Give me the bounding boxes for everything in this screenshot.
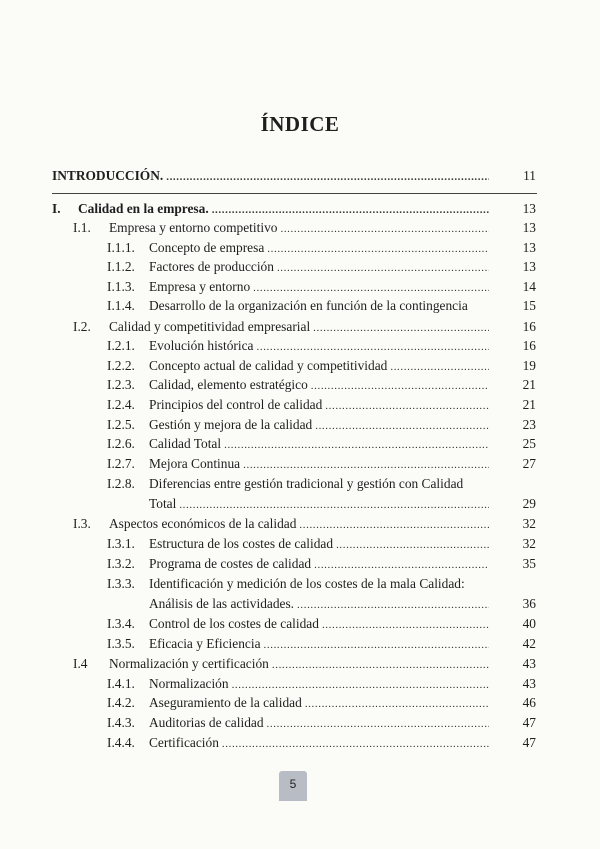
- toc-number: I.3.2.: [107, 556, 135, 571]
- toc-row: [0, 634, 600, 654]
- dot-leader: [277, 257, 489, 278]
- toc-entry-title: Identificación y medición de los costes de la mala Calidad:: [149, 576, 465, 591]
- toc-row: [0, 199, 600, 219]
- toc-page-number: 23: [522, 417, 536, 432]
- dot-leader: [299, 514, 489, 535]
- toc-entry: [149, 713, 489, 734]
- toc-entry-title: Control de los costes de calidad: [149, 616, 319, 631]
- toc-page-number: 29: [522, 496, 536, 511]
- toc-entry-title: Calidad Total: [149, 436, 222, 451]
- toc-row: [0, 534, 600, 554]
- toc-entry-title: Concepto actual de calidad y competitividad: [149, 358, 388, 373]
- toc-row: [0, 713, 600, 733]
- toc-entry-title: Principios del control de calidad: [149, 397, 323, 412]
- toc-entry: [149, 474, 489, 494]
- toc-row: [0, 375, 600, 395]
- toc-entry: [149, 395, 489, 416]
- toc-entry-title: Gestión y mejora de la calidad: [149, 417, 313, 432]
- toc-entry-title: Certificación: [149, 735, 219, 750]
- toc-number: I.1.4.: [107, 298, 135, 313]
- toc-row: [0, 395, 600, 415]
- toc-entry: [149, 494, 489, 515]
- toc-entry-title: Auditorias de calidad: [149, 715, 264, 730]
- toc-row: [0, 257, 600, 277]
- toc-row: [0, 554, 600, 574]
- toc-entry-title: Empresa y entorno: [149, 279, 251, 294]
- toc-entry-title: Calidad en la empresa.: [78, 201, 209, 216]
- toc-entry: [149, 415, 489, 436]
- toc-row: [0, 654, 600, 674]
- toc-entry: [149, 733, 489, 754]
- dot-leader: [243, 454, 489, 475]
- toc-row: [0, 574, 600, 594]
- toc-number: I.3.5.: [107, 636, 135, 651]
- toc-entry: [149, 674, 489, 695]
- dot-leader: [272, 654, 489, 675]
- dot-leader: [232, 674, 489, 695]
- toc-number: I.2.2.: [107, 358, 135, 373]
- toc-page-number: 13: [522, 220, 536, 235]
- toc-number: I.1.2.: [107, 259, 135, 274]
- toc-row: [0, 454, 600, 474]
- toc-row: [0, 614, 600, 634]
- toc-number: I.1.: [73, 220, 91, 235]
- toc-number: I.1.1.: [107, 240, 135, 255]
- dot-leader: [264, 634, 489, 655]
- toc-entry: [78, 199, 489, 220]
- toc-entry-title: Desarrollo de la organización en función de la contingencia: [149, 298, 468, 313]
- dot-leader: [313, 317, 489, 338]
- toc-entry: [149, 534, 489, 555]
- toc-entry-title: Calidad, elemento estratégico: [149, 377, 308, 392]
- toc-row: [0, 317, 600, 337]
- dot-leader: [212, 199, 489, 220]
- toc-row: [0, 238, 600, 258]
- toc-page-number: 16: [522, 319, 536, 334]
- toc-number: I.3.4.: [107, 616, 135, 631]
- toc-page-number: 21: [522, 377, 536, 392]
- toc-entry: [149, 296, 489, 316]
- toc-page-number: 46: [522, 695, 536, 710]
- toc-page-number: 19: [522, 358, 536, 373]
- toc-number: I.2.7.: [107, 456, 135, 471]
- toc-entry: [109, 514, 489, 535]
- toc-number: I.4.3.: [107, 715, 135, 730]
- toc-entry: [149, 356, 489, 377]
- toc-entry-title: Factores de producción: [149, 259, 274, 274]
- toc-entry: [149, 614, 489, 635]
- toc-row: [0, 296, 600, 316]
- toc-page-number: 36: [522, 596, 536, 611]
- toc-page-number: 21: [522, 397, 536, 412]
- toc-entry-title: Mejora Continua: [149, 456, 241, 471]
- page-number: 5: [289, 777, 297, 791]
- toc-row: [0, 434, 600, 454]
- toc-page-number: 16: [522, 338, 536, 353]
- toc-entry: [149, 454, 489, 475]
- toc-entry: [149, 554, 489, 575]
- toc-number: I.4.2.: [107, 695, 135, 710]
- toc-entry-title: Diferencias entre gestión tradicional y gestión con Calidad: [149, 476, 464, 491]
- toc-page-number: 43: [522, 676, 536, 691]
- toc-row: [0, 415, 600, 435]
- toc-entry: [149, 375, 489, 396]
- toc-row: [0, 693, 600, 713]
- toc-number: I.2.8.: [107, 476, 135, 491]
- toc-number: I.2.1.: [107, 338, 135, 353]
- toc-row: [0, 674, 600, 694]
- toc-number: I.: [52, 201, 61, 216]
- toc-page-number: 47: [522, 715, 536, 730]
- toc-entry-title: Estructura de los costes de calidad: [149, 536, 334, 551]
- dot-leader: [311, 375, 489, 396]
- toc-page-number: 15: [522, 298, 536, 313]
- dot-leader: [325, 395, 489, 416]
- toc-entry-title: Aseguramiento de la calidad: [149, 695, 302, 710]
- divider: [52, 193, 537, 194]
- toc-number: I.4: [73, 656, 88, 671]
- toc-entry: [149, 238, 489, 259]
- toc-page-number: 13: [522, 201, 536, 216]
- toc-number: I.3.3.: [107, 576, 135, 591]
- dot-leader: [166, 166, 489, 187]
- dot-leader: [297, 594, 489, 615]
- dot-leader: [179, 494, 489, 515]
- dot-leader: [314, 554, 489, 575]
- toc-page-number: 32: [522, 536, 536, 551]
- toc-number: I.4.4.: [107, 735, 135, 750]
- toc-row: [0, 474, 600, 494]
- toc-number: I.2.3.: [107, 377, 135, 392]
- toc-entry: [149, 277, 489, 298]
- dot-leader: [315, 415, 489, 436]
- toc-entry-title: Aspectos económicos de la calidad: [109, 516, 297, 531]
- toc-entry: [149, 594, 489, 615]
- toc-page-number: 42: [522, 636, 536, 651]
- toc-page-number: 25: [522, 436, 536, 451]
- toc-entry: [149, 574, 489, 594]
- toc-page-number: 47: [522, 735, 536, 750]
- dot-leader: [257, 336, 490, 357]
- toc-row: [0, 277, 600, 297]
- dot-leader: [267, 713, 489, 734]
- toc-entry-title: Normalización y certificación: [109, 656, 269, 671]
- dot-leader: [305, 693, 489, 714]
- toc-entry: [109, 317, 489, 338]
- toc-row: [0, 356, 600, 376]
- dot-leader: [253, 277, 489, 298]
- dot-leader: [322, 614, 489, 635]
- toc-entry-title: Empresa y entorno competitivo: [109, 220, 278, 235]
- toc-row: [0, 514, 600, 534]
- toc-entry-title: Programa de costes de calidad: [149, 556, 312, 571]
- toc-entry: [149, 257, 489, 278]
- dot-leader: [390, 356, 489, 377]
- toc-number: I.3.: [73, 516, 91, 531]
- page-title: ÍNDICE: [260, 112, 340, 136]
- toc-entry-title: Análisis de las actividades.: [149, 596, 295, 611]
- toc-entry: [109, 654, 489, 675]
- toc-page-number: 11: [523, 168, 536, 183]
- toc-page-number: 40: [522, 616, 536, 631]
- toc-number: I.2.4.: [107, 397, 135, 412]
- dot-leader: [280, 218, 489, 239]
- toc-number: I.1.3.: [107, 279, 135, 294]
- toc-row: [0, 494, 600, 514]
- toc-number: I.4.1.: [107, 676, 135, 691]
- toc-row: [0, 733, 600, 753]
- toc-number: I.2.5.: [107, 417, 135, 432]
- dot-leader: [224, 434, 489, 455]
- toc-entry: [149, 336, 489, 357]
- toc-entry-title: Concepto de empresa: [149, 240, 265, 255]
- toc-row: [0, 336, 600, 356]
- toc-page-number: 32: [522, 516, 536, 531]
- toc-entry-title: Total: [149, 496, 177, 511]
- toc-page-number: 14: [522, 279, 536, 294]
- toc-row: [0, 594, 600, 614]
- toc-entry: [149, 693, 489, 714]
- toc-entry-title: Calidad y competitividad empresarial: [109, 319, 311, 334]
- dot-leader: [267, 238, 489, 259]
- toc-row: [0, 218, 600, 238]
- toc-page-number: 13: [522, 259, 536, 274]
- toc-entry: [149, 634, 489, 655]
- toc-entry: [109, 218, 489, 239]
- dot-leader: [222, 733, 489, 754]
- toc-number: I.3.1.: [107, 536, 135, 551]
- toc-page-number: 35: [522, 556, 536, 571]
- toc-entry-title: Normalización: [149, 676, 229, 691]
- toc-entry-title: INTRODUCCIÓN.: [52, 168, 164, 183]
- dot-leader: [336, 534, 489, 555]
- toc-row: [0, 166, 600, 186]
- toc-number: I.2.6.: [107, 436, 135, 451]
- toc-page-number: 13: [522, 240, 536, 255]
- toc-number: I.2.: [73, 319, 91, 334]
- toc-page-number: 27: [522, 456, 536, 471]
- toc-page-number: 43: [522, 656, 536, 671]
- toc-entry-title: Eficacia y Eficiencia: [149, 636, 261, 651]
- toc-entry: [149, 434, 489, 455]
- toc-entry-title: Evolución histórica: [149, 338, 254, 353]
- toc-entry: [52, 166, 489, 187]
